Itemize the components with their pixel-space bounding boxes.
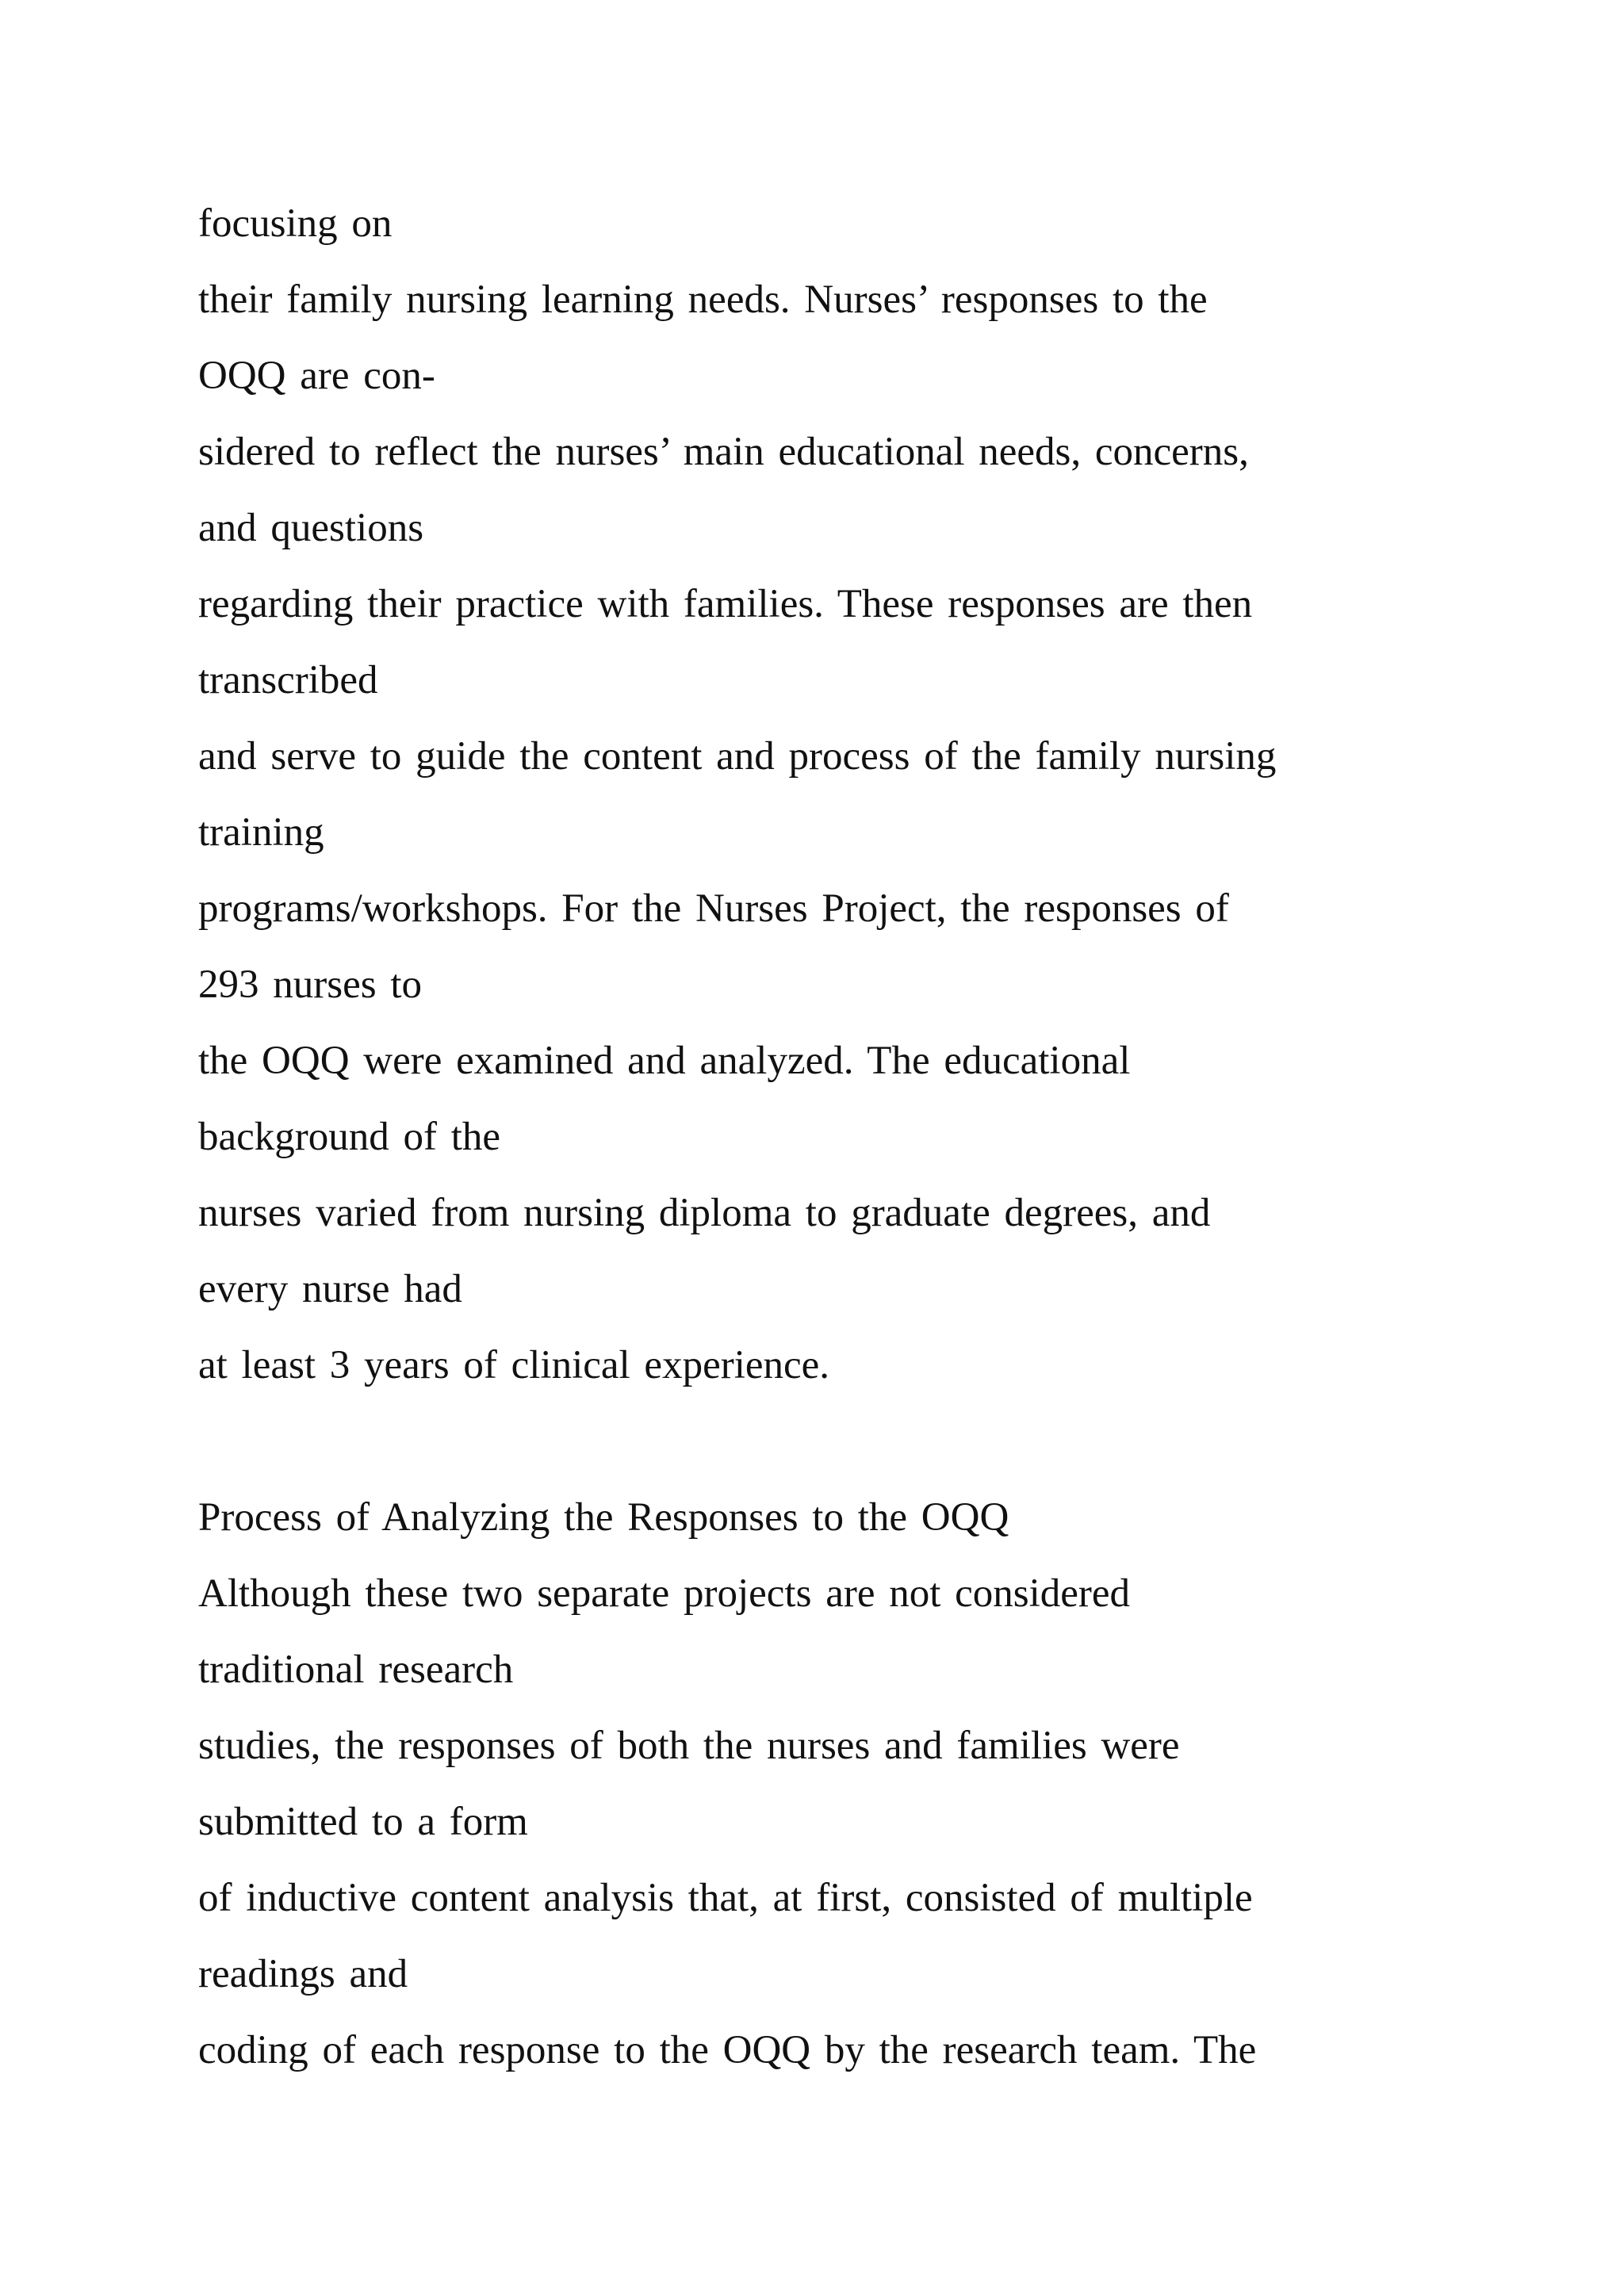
text-line: the OQQ were examined and analyzed. The educational — [198, 1039, 1131, 1083]
text-line: at least 3 years of clinical experience. — [198, 1343, 830, 1387]
text-line: readings and — [198, 1952, 408, 1996]
text-line: transcribed — [198, 658, 378, 702]
text-line: of inductive content analysis that, at first, consisted of multiple — [198, 1876, 1253, 1920]
text-line: and serve to guide the content and process of the family nursing — [198, 734, 1277, 779]
text-line: coding of each response to the OQQ by the research team. The — [198, 2028, 1257, 2072]
text-line: sidered to reflect the nurses’ main educational needs, concerns, — [198, 430, 1249, 474]
text-line: 293 nurses to — [198, 962, 422, 1007]
text-line: focusing on — [198, 201, 393, 246]
text-line: OQQ are con- — [198, 354, 435, 398]
text-line: programs/workshops. For the Nurses Project, the responses of — [198, 886, 1229, 931]
text-line: their family nursing learning needs. Nurses’ responses to the — [198, 277, 1208, 322]
text-line: every nurse had — [198, 1267, 462, 1311]
text-line: training — [198, 810, 324, 855]
text-line: submitted to a form — [198, 1800, 528, 1844]
section-heading: Process of Analyzing the Responses to the OQQ — [198, 1495, 1009, 1540]
text-line: nurses varied from nursing diploma to graduate degrees, and — [198, 1191, 1211, 1235]
text-line: and questions — [198, 506, 424, 550]
text-line: traditional research — [198, 1647, 514, 1692]
text-line: regarding their practice with families. These responses are then — [198, 582, 1253, 626]
text-line: background of the — [198, 1115, 501, 1159]
text-line: studies, the responses of both the nurses and families were — [198, 1724, 1180, 1768]
text-line: Although these two separate projects are not considered — [198, 1571, 1131, 1616]
